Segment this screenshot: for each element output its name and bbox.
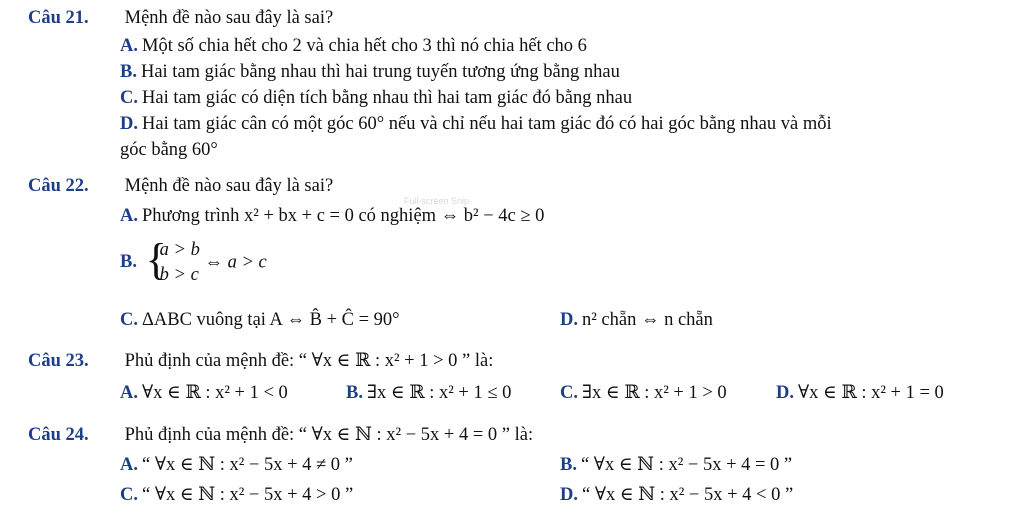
option-a — [120, 206, 544, 227]
option-text: ∀x ∈ ℝ : x² + 1 = 0 — [798, 383, 944, 403]
option-d-continuation: góc bằng 60° — [120, 140, 218, 160]
option-text: ∃x ∈ ℝ : x² + 1 > 0 — [582, 383, 727, 403]
brace-icon: { — [145, 235, 167, 284]
option-text: Một số chia hết cho 2 và chia hết cho 3 thì nó chia hết cho 6 — [142, 36, 587, 56]
option-text: “ ∀x ∈ ℕ : x² − 5x + 4 ≠ 0 ” — [142, 455, 353, 475]
option-label: C. — [120, 88, 138, 108]
option-d — [776, 382, 944, 404]
option-text: “ ∀x ∈ ℕ : x² − 5x + 4 > 0 ” — [142, 485, 354, 505]
option-text: Hai tam giác cân có một góc 60° nếu và chỉ nếu hai tam giác đó có hai góc bằng nhau và mỗi — [142, 114, 832, 134]
option-text: Hai tam giác bằng nhau thì hai trung tuyến tương ứng bằng nhau — [140, 62, 620, 82]
question-stem: Phủ định của mệnh đề: “ ∀x ∈ ℕ : x² − 5x + 4 = 0 ” là: — [124, 425, 534, 445]
system-row: a > b — [159, 240, 200, 260]
system-row: b > c — [159, 265, 199, 285]
option-text: ∀x ∈ ℝ : x² + 1 < 0 — [142, 383, 288, 403]
option-label: C. — [120, 485, 138, 505]
option-a — [120, 454, 353, 476]
option-label: B. — [120, 62, 137, 82]
option-text: ⇔ a > c — [204, 252, 267, 273]
option-label: C. — [560, 383, 578, 403]
option-d — [560, 310, 713, 331]
option-text: “ ∀x ∈ ℕ : x² − 5x + 4 < 0 ” — [582, 485, 794, 505]
option-text: Hai tam giác có diện tích bằng nhau thì hai tam giác đó bằng nhau — [142, 88, 633, 108]
option-label: A. — [120, 206, 138, 226]
option-b — [120, 235, 267, 288]
watermark: Full-screen Snip — [404, 196, 470, 206]
option-label: A. — [120, 383, 138, 403]
option-text: ΔABC vuông tại A ⇔ B̂ + Ĉ = 90° — [142, 310, 400, 330]
option-label: C. — [120, 310, 138, 330]
option-a — [120, 36, 587, 57]
question-number: Câu 24. — [28, 425, 89, 445]
question-21 — [28, 8, 333, 29]
option-label: A. — [120, 455, 138, 475]
option-b — [120, 62, 620, 83]
question-24 — [28, 424, 533, 446]
question-number: Câu 23. — [28, 351, 89, 371]
option-d — [120, 114, 832, 135]
option-c — [560, 382, 727, 404]
option-c — [120, 88, 632, 109]
option-text: ∃x ∈ ℝ : x² + 1 ≤ 0 — [366, 383, 512, 403]
option-label: A. — [120, 36, 138, 56]
option-c — [120, 310, 400, 331]
question-number: Câu 22. — [28, 176, 89, 196]
question-stem: Mệnh đề nào sau đây là sai? — [124, 176, 334, 196]
option-c — [120, 484, 353, 506]
option-label: B. — [120, 252, 137, 273]
question-stem: Mệnh đề nào sau đây là sai? — [124, 8, 334, 28]
option-b — [346, 382, 511, 404]
option-text: n² chẵn ⇔ n chẵn — [582, 310, 713, 330]
option-d — [560, 484, 793, 506]
option-label: D. — [120, 114, 138, 134]
option-b — [560, 454, 792, 476]
option-a — [120, 382, 288, 404]
option-text: “ ∀x ∈ ℕ : x² − 5x + 4 = 0 ” — [580, 455, 793, 475]
equation-system — [145, 235, 200, 288]
question-stem: Phủ định của mệnh đề: “ ∀x ∈ ℝ : x² + 1 > 0 ” là: — [124, 351, 494, 371]
option-label: D. — [776, 383, 794, 403]
question-22 — [28, 176, 333, 197]
question-23 — [28, 350, 493, 372]
question-number: Câu 21. — [28, 8, 89, 28]
option-label: B. — [346, 383, 363, 403]
option-text: Phương trình x² + bx + c = 0 có nghiệm ⇔ b² − 4c ≥ 0 — [142, 206, 545, 226]
option-label: D. — [560, 485, 578, 505]
option-label: B. — [560, 455, 577, 475]
option-label: D. — [560, 310, 578, 330]
